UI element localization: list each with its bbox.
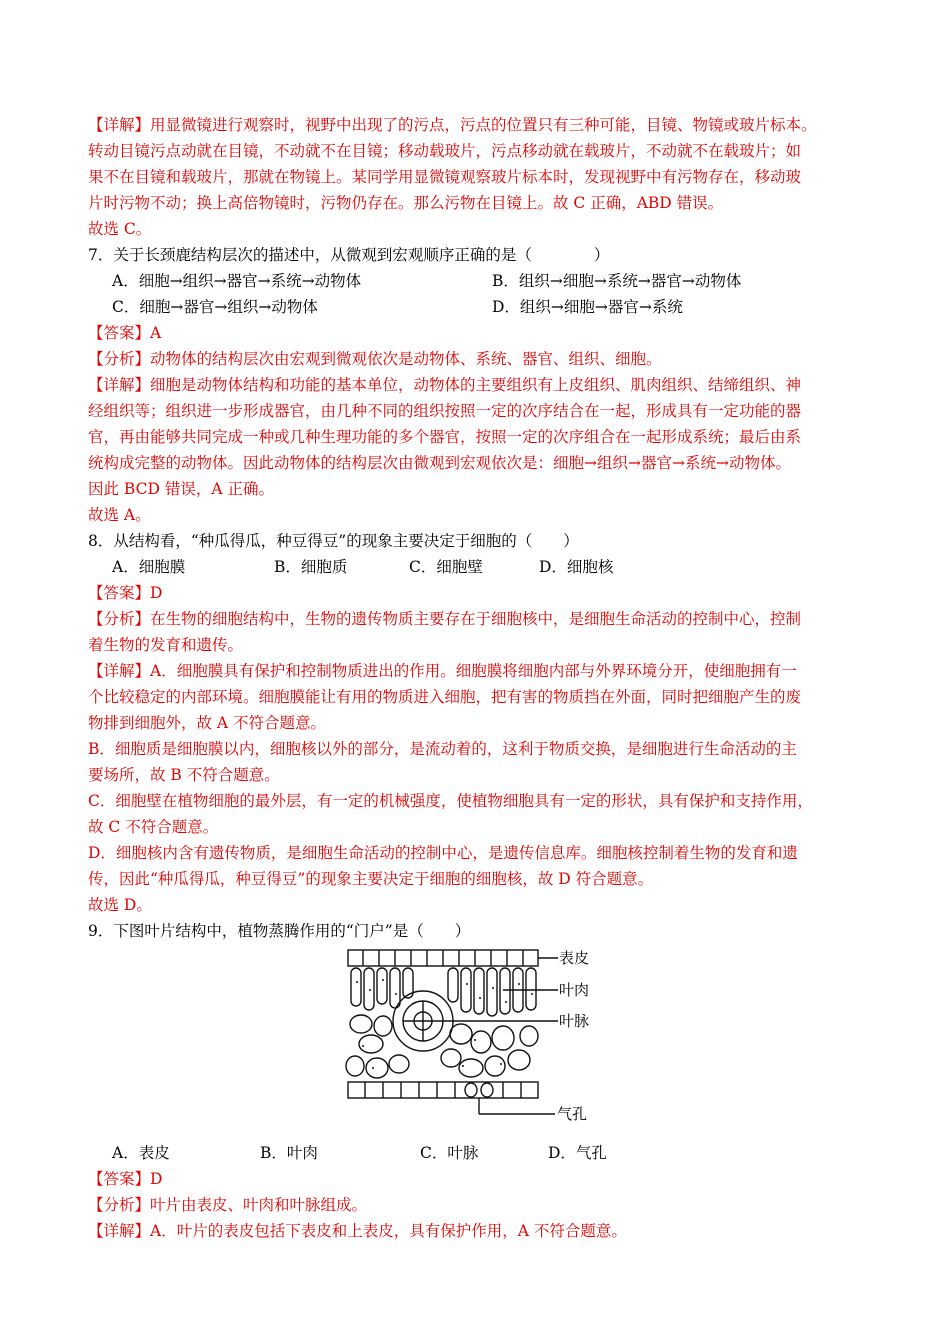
q9-answer: 【答案】D <box>88 1170 163 1188</box>
q8-option-b: B．细胞质 <box>274 558 348 576</box>
q7-options-row-1 <box>88 268 878 294</box>
document-page <box>88 112 878 1244</box>
q8-detail-line: B．细胞质是细胞膜以内，细胞核以外的部分，是流动着的，这利于物质交换，是细胞进行生命活动的主 <box>88 740 797 758</box>
q8-detail-line: 【详解】A．细胞膜具有保护和控制物质进出的作用。细胞膜将细胞内部与外界环境分开，使细胞拥有一 <box>88 662 797 680</box>
q7-detail-line: 统构成完整的动物体。因此动物体的结构层次由微观到宏观依次是：细胞→组织→器官→系统→动物体。 <box>88 454 791 472</box>
q8-question: 8．从结构看，“种瓜得瓜，种豆得豆”的现象主要决定于细胞的（ ） <box>88 532 579 550</box>
q9-option-d: D．气孔 <box>548 1144 607 1162</box>
q9-options <box>88 1140 878 1166</box>
q7-detail-line: 官，再由能够共同完成一种或几种生理功能的多个器官，按照一定的次序组合在一起形成系统；最后由系 <box>88 428 802 446</box>
q8-detail-line: 故 C 不符合题意。 <box>88 818 219 836</box>
q7-detail-line: 因此 BCD 错误，A 正确。 <box>88 480 274 498</box>
q8-options <box>88 554 878 580</box>
q7-detail-line: 【详解】细胞是动物体结构和功能的基本单位，动物体的主要组织有上皮组织、肌肉组织、结缔组织、神 <box>88 376 802 394</box>
q8-detail-line: 传，因此“种瓜得瓜，种豆得豆”的现象主要决定于细胞的细胞核，故 D 符合题意。 <box>88 870 654 888</box>
label-mesophyll: 叶肉 <box>559 981 590 999</box>
q7-options-row-2 <box>88 294 878 320</box>
q8-detail-line: 物排到细胞外，故 A 不符合题意。 <box>88 714 327 732</box>
q7-option-a: A．细胞→组织→器官→系统→动物体 <box>112 272 362 290</box>
q9-analysis: 【分析】叶片由表皮、叶肉和叶脉组成。 <box>88 1196 368 1214</box>
q7-answer: 【答案】A <box>88 324 162 342</box>
q9-option-b: B．叶肉 <box>260 1144 318 1162</box>
q8-option-c: C．细胞壁 <box>409 558 483 576</box>
q8-option-a: A．细胞膜 <box>112 558 186 576</box>
q7-conclusion: 故选 A。 <box>88 506 151 524</box>
q8-analysis-line: 【分析】在生物的细胞结构中，生物的遗传物质主要存在于细胞核中，是细胞生命活动的控制中心，控制 <box>88 610 802 628</box>
q7-option-c: C．细胞→器官→组织→动物体 <box>112 298 318 316</box>
label-stoma: 气孔 <box>557 1105 588 1123</box>
q9-detail: 【详解】A．叶片的表皮包括下表皮和上表皮，具有保护作用，A 不符合题意。 <box>88 1222 627 1240</box>
q9-option-a: A．表皮 <box>112 1144 170 1162</box>
q8-detail-line: 要场所，故 B 不符合题意。 <box>88 766 280 784</box>
q7-option-b: B．组织→细胞→系统→器官→动物体 <box>492 272 742 290</box>
q9-option-c: C．叶脉 <box>420 1144 479 1162</box>
q7-option-d: D．组织→细胞→器官→系统 <box>492 298 683 316</box>
q8-detail-line: C．细胞壁在植物细胞的最外层，有一定的机械强度，使植物细胞具有一定的形状，具有保护和支持作用， <box>88 792 813 810</box>
label-vein: 叶脉 <box>559 1012 590 1030</box>
q7-analysis: 【分析】动物体的结构层次由宏观到微观依次是动物体、系统、器官、组织、细胞。 <box>88 350 662 368</box>
leaf-cross-section-diagram <box>343 946 613 1136</box>
label-epidermis: 表皮 <box>559 949 590 967</box>
q6-conclusion: 故选 C。 <box>88 220 152 238</box>
q6-detail-line: 片时污物不动；换上高倍物镜时，污物仍存在。那么污物在目镜上。故 C 正确，ABD 错误。 <box>88 194 724 212</box>
q8-analysis-line: 着生物的发育和遗传。 <box>88 636 244 654</box>
leaf-structure-figure <box>88 944 878 1140</box>
q7-detail-line: 经组织等；组织进一步形成器官，由几种不同的组织按照一定的次序结合在一起，形成具有一定功能的器 <box>88 402 802 420</box>
q9-question: 9．下图叶片结构中，植物蒸腾作用的“门户”是（ ） <box>88 922 471 940</box>
q6-detail-line: 转动目镜污点动就在目镜，不动就不在目镜；移动载玻片，污点移动就在载玻片，不动就不在载玻片；如 <box>88 142 802 160</box>
q8-detail-line: 个比较稳定的内部环境。细胞膜能让有用的物质进入细胞，把有害的物质挡在外面，同时把细胞产生的废 <box>88 688 802 706</box>
q7-question: 7．关于长颈鹿结构层次的描述中，从微观到宏观顺序正确的是（ ） <box>88 246 610 264</box>
q8-conclusion: 故选 D。 <box>88 896 152 914</box>
q8-option-d: D．细胞核 <box>539 558 614 576</box>
q6-detail-line: 果不在目镜和载玻片，那就在物镜上。某同学用显微镜观察玻片标本时，发现视野中有污物存在，移动玻 <box>88 168 802 186</box>
q8-answer: 【答案】D <box>88 584 163 602</box>
q8-detail-line: D．细胞核内含有遗传物质，是细胞生命活动的控制中心，是遗传信息库。细胞核控制着生物的发育和遗 <box>88 844 798 862</box>
q6-detail-line: 【详解】用显微镜进行观察时，视野中出现了的污点，污点的位置只有三种可能，目镜、物镜或玻片标本。 <box>88 116 817 134</box>
